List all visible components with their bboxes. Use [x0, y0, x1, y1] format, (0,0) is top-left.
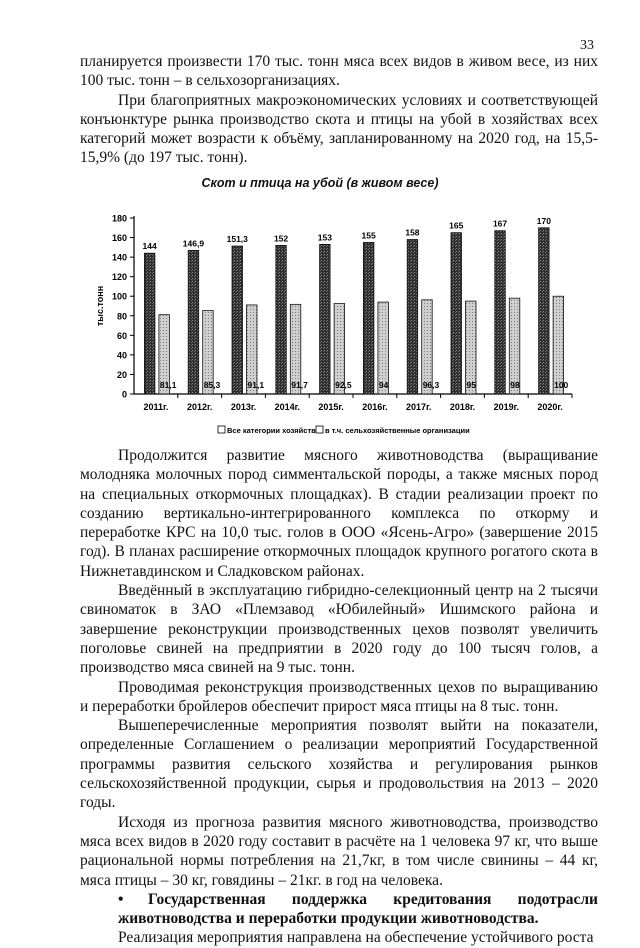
bar-chart	[90, 200, 590, 440]
y-axis-label: тыс.тонн	[95, 285, 105, 327]
data-label: 153	[317, 232, 332, 243]
y-tick-label: 80	[116, 311, 127, 322]
bullet-item	[80, 890, 598, 929]
y-tick-label: 0	[121, 389, 127, 400]
y-tick-label: 20	[116, 369, 127, 380]
x-tick-label: 2015г.	[318, 402, 344, 412]
bar	[232, 246, 243, 394]
bar	[276, 245, 287, 394]
paragraph: При благоприятных макроэкономических условиях и соответствующей конъюнктуре рынка производство скота и птицы на убой в хозяйствах всех категорий может возрасти к объёму, запланированному на 2020 год, на 15,5-15,9% (до 197 тыс. тонн).	[80, 91, 598, 167]
paragraph: Исходя из прогноза развития мясного животноводства, производство мяса всех видов в 2020 году составит в расчёте на 1 человека 97 кг, что выше рациональной нормы потребления на 21,7кг, в том числе свинины – 44 кг, мяса птицы – 30 кг, говядины – 21кг. в год на человека.	[80, 813, 598, 889]
data-label: 81,1	[159, 380, 177, 390]
paragraph: Вышеперечисленные мероприятия позволят выйти на показатели, определенные Соглашением о реализации мероприятий Государственной программы развития сельского хозяйства и регулирования рынков сельскохозяйственной продукции, сырья и продовольствия на 2013 – 2020 годы.	[80, 717, 598, 812]
data-label: 96,3	[422, 380, 440, 390]
y-tick-label: 140	[111, 252, 127, 263]
data-label: 144	[142, 241, 157, 252]
legend-swatch	[218, 426, 225, 433]
data-label: 98	[510, 380, 520, 390]
paragraph: Проводимая реконструкция производственных цехов по выращиванию и переработки бройлеров обеспечит прирост мяса птицы на 8 тыс. тонн.	[80, 678, 598, 715]
top-text	[80, 52, 598, 168]
x-tick-label: 2019г.	[493, 402, 519, 412]
data-label: 152	[273, 233, 289, 244]
bar	[407, 240, 418, 394]
bar	[320, 244, 331, 394]
paragraph: Введённый в эксплуатацию гибридно-селекционный центр на 2 тысячи свиноматок в ЗАО «Племзавод «Юбилейный» Ишимского района и завершение реконструкции производственных цехов позволят увеличить поголовье свиней на предприятии в 2020 году до 100 тысяч голов, а производство мяса свиней на 9 тыс. тонн.	[80, 582, 598, 677]
data-label: 170	[536, 215, 551, 226]
paragraph: планируется произвести 170 тыс. тонн мяса всех видов в живом весе, из них 100 тыс. тонн – в сельхозорганизациях.	[80, 53, 598, 90]
bar	[144, 253, 155, 394]
x-tick-label: 2012г.	[187, 402, 213, 412]
data-label: 155	[361, 230, 376, 241]
data-label: 95	[466, 380, 476, 390]
y-tick-label: 160	[111, 233, 127, 244]
data-label: 94	[378, 380, 389, 390]
bar	[539, 228, 550, 394]
data-label: 100	[554, 380, 569, 390]
data-label: 92,5	[335, 380, 352, 390]
x-tick-label: 2016г.	[362, 402, 388, 412]
data-label: 167	[492, 218, 508, 229]
data-label: 85,3	[203, 380, 221, 390]
x-tick-label: 2018г.	[449, 402, 476, 412]
x-tick-label: 2020г.	[537, 402, 563, 412]
bar	[363, 242, 374, 394]
x-tick-label: 2013г.	[230, 402, 257, 412]
bar	[188, 250, 199, 394]
data-label: 151,3	[226, 234, 248, 245]
paragraph: Продолжится развитие мясного животноводства (выращивание молодняка молочных пород симментальской породы, а также мясных пород на специальных откормочных площадках). В стадии реализации проект по созданию вертикально-интегрированного комплекса по откорму и переработке КРС на 10,0 тыс. голов в ООО «Ясень-Агро» (завершение 2015 год). В планах расширение откормочных площадок крупного рогатого скота в Нижнетавдинском и Сладковском районах.	[80, 447, 598, 580]
y-tick-label: 180	[111, 213, 127, 224]
data-label: 146,9	[182, 238, 205, 249]
bullet-symbol: •	[118, 890, 124, 908]
bullet-text: Государственная поддержка кредитования подотрасли животноводства и переработки продукции животноводства.	[118, 890, 598, 928]
bar	[495, 231, 506, 394]
paragraph: Реализация мероприятия направлена на обеспечение устойчивого роста	[118, 929, 594, 947]
x-tick-label: 2011г.	[143, 402, 169, 412]
x-tick-label: 2014г.	[274, 402, 300, 412]
y-tick-label: 40	[116, 350, 127, 361]
data-label: 165	[449, 220, 464, 231]
chart-title: Скот и птица на убой (в живом весе)	[201, 176, 439, 190]
page-number: 33	[580, 38, 594, 53]
y-tick-label: 60	[116, 330, 127, 341]
y-tick-label: 120	[111, 272, 127, 283]
legend-swatch	[316, 426, 323, 433]
data-label: 91,1	[247, 380, 265, 390]
x-tick-label: 2017г.	[406, 402, 432, 412]
legend-label: в т.ч. сельхозяйственные организации	[325, 426, 470, 435]
y-tick-label: 100	[111, 291, 127, 302]
bottom-text	[80, 446, 598, 948]
data-label: 91,7	[291, 380, 308, 390]
legend-label: Все категории хозяйств	[227, 426, 316, 435]
bar	[451, 233, 462, 394]
data-label: 158	[405, 227, 420, 238]
